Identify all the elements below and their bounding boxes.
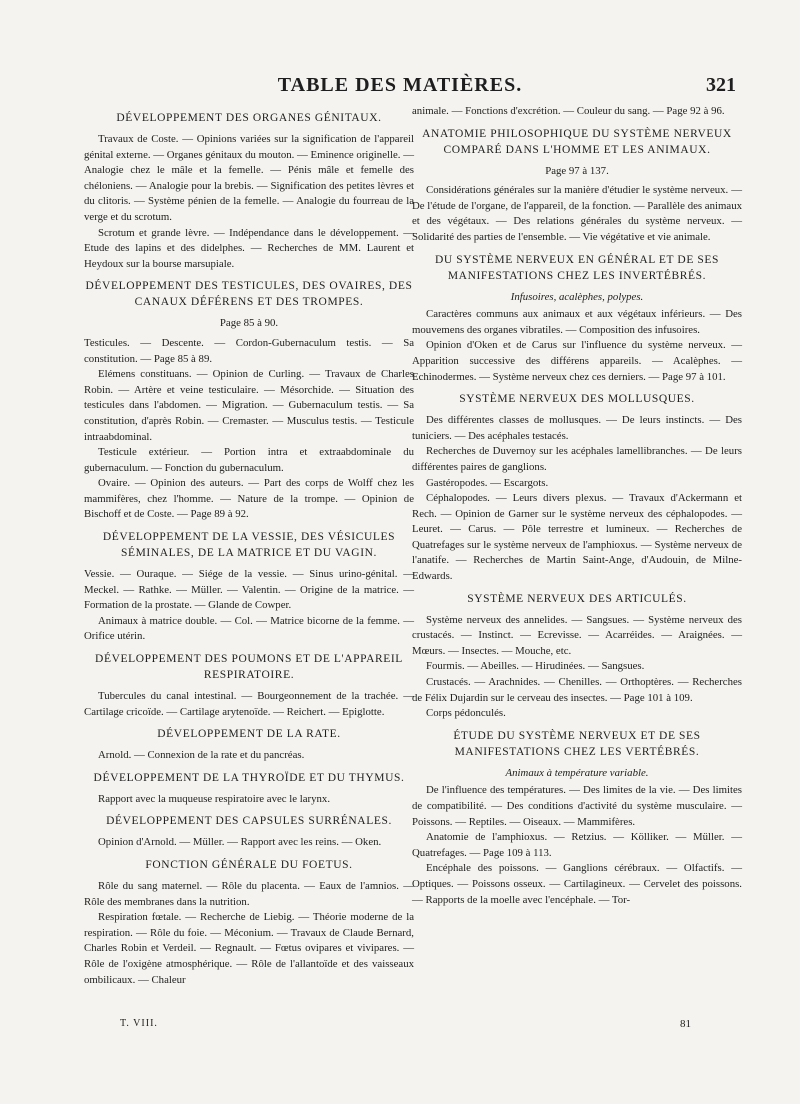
- paragraph: Rapport avec la muqueuse respiratoire avec le larynx.: [98, 792, 331, 805]
- section-heading: DÉVELOPPEMENT DES ORGANES GÉNITAUX.: [116, 112, 382, 124]
- paragraph: Travaux de Coste. — Opinions variées sur la signification de l'appareil génital externe. — Organes génitaux du mouton. — Eminence originelle. — Analogie chez le mâle et la femelle. — Pénis mâle et femelle des chéloniens. — Analogie pour la brebis. — Signification des petites lèvres et du clitoris. — Système pénien de la femelle. — Analogie du fourreau de la verge et du scrotum.: [84, 133, 414, 223]
- paragraph: De l'influence des températures. — Des limites de la vie. — Des limites de compatibilité. — Des conditions d'activité du système musculaire. — Poissons. — Reptiles. — Oiseaux. — Mammifères.: [412, 784, 742, 828]
- paragraph: Gastéropodes. — Escargots.: [426, 476, 549, 489]
- section-heading: DÉVELOPPEMENT DES TESTICULES, DES OVAIRES, DES CANAUX DÉFÉRENS ET DES TROMPES.: [85, 280, 413, 309]
- paragraph: Système nerveux des annelides. — Sangsues. — Système nerveux des crustacés. — Instinct. — Ecrevisse. — Acarréides. — Araignées. — Mœurs. — Insectes. — Mouche, etc.: [412, 613, 742, 657]
- paragraph: Elémens constituans. — Opinion de Curling. — Travaux de Charles Robin. — Artère et veine testiculaire. — Mésorchide. — Situation des testicules dans l'abdomen. — Migration. — Gubernaculum testis. — Sa constitution, d'après Robin. — Cremaster. — Musculus testis. — Testicule intraabdominal.: [84, 368, 414, 443]
- paragraph: Testicule extérieur. — Portion intra et extraabdominale du gubernaculum. — Fonction du gubernaculum.: [84, 446, 414, 474]
- paragraph: Rôle du sang maternel. — Rôle du placenta. — Eaux de l'amnios. — Rôle des membranes dans la nutrition.: [84, 880, 414, 908]
- paragraph: Arnold. — Connexion de la rate et du pancréas.: [98, 749, 305, 762]
- section-heading: SYSTÈME NERVEUX DES MOLLUSQUES.: [459, 393, 695, 406]
- section-heading: DU SYSTÈME NERVEUX EN GÉNÉRAL ET DE SES MANIFESTATIONS CHEZ LES INVERTÉBRÉS.: [434, 253, 720, 282]
- section-heading: DÉVELOPPEMENT DES POUMONS ET DE L'APPAREIL RESPIRATOIRE.: [95, 653, 403, 682]
- paragraph: Crustacés. — Arachnides. — Chenilles. — Orthoptères. — Recherches de Félix Dujardin sur le cerveau des insectes. — Page 101 à 109.: [412, 676, 742, 704]
- section-heading: SYSTÈME NERVEUX DES ARTICULÉS.: [467, 592, 687, 605]
- page-range: Page 97 à 137.: [545, 164, 609, 177]
- paragraph: Recherches de Duvernoy sur les acéphales lamellibranches. — De leurs différentes paires de ganglions.: [412, 445, 742, 473]
- subheading: Animaux à température variable.: [505, 766, 649, 779]
- paragraph: Testicules. — Descente. — Cordon-Gubernaculum testis. — Sa constitution. — Page 85 à 89.: [84, 336, 414, 365]
- section-heading: ANATOMIE PHILOSOPHIQUE DU SYSTÈME NERVEUX COMPARÉ DANS L'HOMME ET LES ANIMAUX.: [422, 127, 732, 156]
- right-column: [412, 104, 742, 908]
- section-heading: DÉVELOPPEMENT DE LA VESSIE, DES VÉSICULES SÉMINALES, DE LA MATRICE ET DU VAGIN.: [102, 531, 396, 560]
- section-heading: DÉVELOPPEMENT DE LA THYROÏDE ET DU THYMUS.: [93, 771, 405, 784]
- paragraph: Ovaire. — Opinion des auteurs. — Part des corps de Wolff chez les mammifères, chez l'homme. — Nature de la trompe. — Opinion de Bischoff et de Coste. — Page 89 à 92.: [84, 477, 414, 521]
- paragraph: Respiration fœtale. — Recherche de Liebig. — Théorie moderne de la respiration. — Rôle du foie. — Méconium. — Travaux de Claude Bernard, Charles Robin et Verdeil. — Regnault. — Fœtus ovipares et vivipares. — Rôle de l'oxigène atmosphérique. — Rôle de l'allantoïde et des vaisseaux ombilicaux. — Chaleur: [84, 911, 414, 986]
- signature-mark: 81: [680, 1018, 691, 1030]
- section-heading: FONCTION GÉNÉRALE DU FOETUS.: [145, 859, 353, 871]
- paragraph: animale. — Fonctions d'excrétion. — Couleur du sang. — Page 92 à 96.: [412, 105, 725, 117]
- page-title: TABLE DES MATIÈRES.: [277, 74, 523, 96]
- paragraph: Fourmis. — Abeilles. — Hirudinées. — Sangsues.: [426, 660, 645, 673]
- section-heading: DÉVELOPPEMENT DE LA RATE.: [157, 728, 341, 741]
- paragraph: Des différentes classes de mollusques. — De leurs instincts. — Des tuniciers. — Des acéphales testacés.: [412, 414, 742, 442]
- page-number: 321: [706, 74, 736, 96]
- paragraph: Opinion d'Arnold. — Müller. — Rapport avec les reins. — Oken.: [98, 836, 382, 849]
- paragraph: Caractères communs aux animaux et aux végétaux inférieurs. — Des mouvemens des organes vibratiles. — Composition des infusoires.: [412, 308, 742, 336]
- left-column: [84, 104, 414, 988]
- paragraph: Opinion d'Oken et de Carus sur l'influence du système nerveux. — Apparition successive des différens appareils. — Acalèphes. — Echinodermes. — Système nerveux chez ces derniers. — Page 97 à 101.: [412, 339, 742, 383]
- section-heading: ÉTUDE DU SYSTÈME NERVEUX ET DE SES MANIFESTATIONS CHEZ LES VERTÉBRÉS.: [453, 729, 701, 758]
- paragraph: Scrotum et grande lèvre. — Indépendance dans le développement. — Etude des lapins et des didelphes. — Recherches de MM. Laurent et Heydoux sur la bourse marsupiale.: [84, 226, 414, 270]
- paragraph: Corps pédonculés.: [426, 707, 506, 720]
- paragraph: Encéphale des poissons. — Ganglions cérébraux. — Olfactifs. — Optiques. — Poissons osseux. — Cartilagineux. — Cervelet des poissons. — Rapports de la moelle avec l'encéphale. — Tor-: [412, 862, 742, 906]
- paragraph: Céphalopodes. — Leurs divers plexus. — Travaux d'Ackermann et Rech. — Opinion de Garner sur le système nerveux des céphalopodes. — Leuret. — Carus. — Pôle terrestre et lumineux. — Recherches de Quatrefages sur le système nerveux de l'amphioxus. — Système nerveux de l'anatife. — Recherches de Martin Saint-Ange, d'Audouin, de Milne-Edwards.: [412, 492, 742, 583]
- paragraph: Considérations générales sur la manière d'étudier le système nerveux. — De l'étude de l'organe, de l'appareil, de la fonction. — Parallèle des animaux et des végétaux. — Des relations générales du système nerveux. — Solidarité des parties de l'ensemble. — Vie végétative et vie animale.: [412, 184, 742, 243]
- paragraph: Tubercules du canal intestinal. — Bourgeonnement de la trachée. — Cartilage cricoïde. — Cartilage arytenoïde. — Reichert. — Epiglotte.: [84, 690, 414, 718]
- volume-mark: T. VIII.: [120, 1018, 158, 1029]
- paragraph: Anatomie de l'amphioxus. — Retzius. — Kölliker. — Müller. — Quatrefages. — Page 109 à 113.: [412, 831, 742, 859]
- section-heading: DÉVELOPPEMENT DES CAPSULES SURRÉNALES.: [106, 815, 392, 828]
- subheading: Infusoires, acalèphes, polypes.: [510, 290, 644, 303]
- page-range: Page 85 à 90.: [219, 317, 279, 330]
- paragraph: Vessie. — Ouraque. — Siége de la vessie. — Sinus urino-génital. — Meckel. — Rathke. — Müller. — Valentin. — Origine de la matrice. — Formation de la prostate. — Glande de Cowper.: [84, 568, 414, 612]
- paragraph: Animaux à matrice double. — Col. — Matrice bicorne de la femme. — Orifice utérin.: [84, 614, 414, 643]
